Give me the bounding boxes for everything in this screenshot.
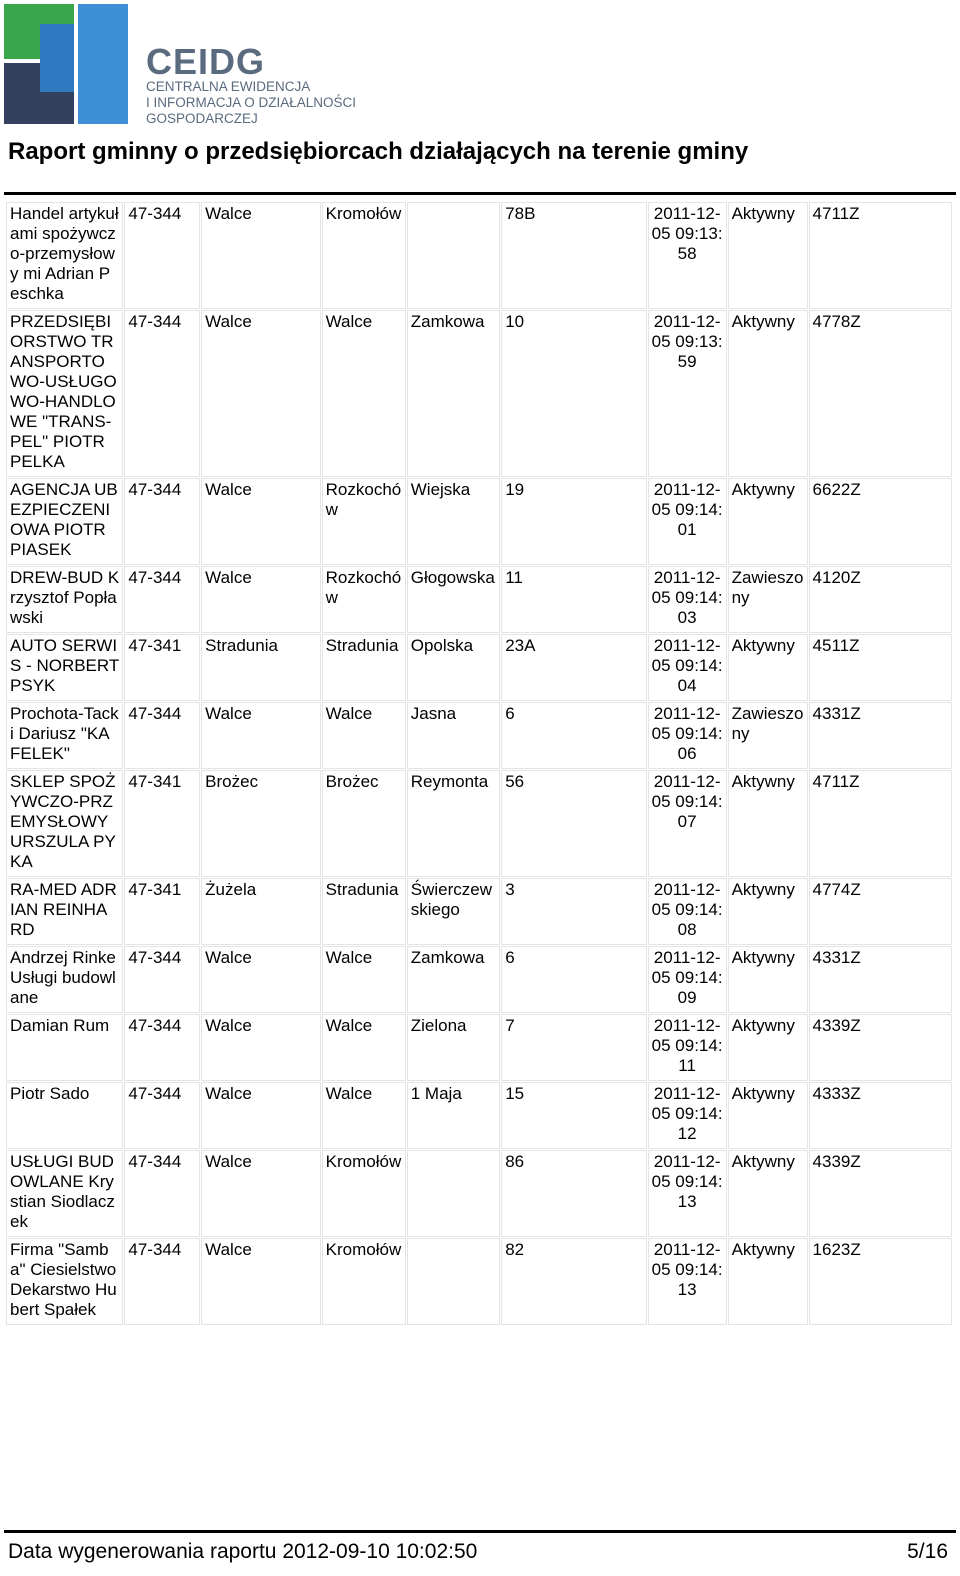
cell-pkd: 4711Z bbox=[810, 203, 951, 308]
title-divider bbox=[4, 192, 956, 195]
cell-street: Opolska bbox=[408, 635, 499, 700]
cell-street bbox=[408, 203, 499, 308]
cell-pkd: 4331Z bbox=[810, 947, 951, 1012]
cell-commune: Walce bbox=[202, 479, 319, 564]
cell-town: Kromołów bbox=[323, 1151, 405, 1236]
cell-commune: Walce bbox=[202, 1083, 319, 1148]
cell-pkd: 4778Z bbox=[810, 311, 951, 476]
cell-status: Aktywny bbox=[729, 311, 807, 476]
cell-status: Aktywny bbox=[729, 947, 807, 1012]
table-row bbox=[7, 311, 951, 476]
cell-name: PRZEDSIĘBIORSTWO TRANSPORTOWO-USŁUGOWO-HANDLOWE "TRANS-PEL" PIOTR PELKA bbox=[7, 311, 122, 476]
cell-postal-code: 47-344 bbox=[125, 947, 199, 1012]
cell-commune: Walce bbox=[202, 1239, 319, 1324]
cell-status: Aktywny bbox=[729, 1239, 807, 1324]
cell-postal-code: 47-344 bbox=[125, 1083, 199, 1148]
cell-date: 2011-12-05 09:14:08 bbox=[649, 879, 726, 944]
cell-pkd: 6622Z bbox=[810, 479, 951, 564]
logo-brand-text: CEIDG bbox=[146, 41, 266, 82]
cell-town: Rozkochów bbox=[323, 567, 405, 632]
cell-street: Świerczewskiego bbox=[408, 879, 499, 944]
table-row bbox=[7, 879, 951, 944]
report-title: Raport gminny o przedsiębiorcach działających na terenie gminy bbox=[8, 138, 749, 165]
cell-date: 2011-12-05 09:14:07 bbox=[649, 771, 726, 876]
table-row bbox=[7, 1015, 951, 1080]
cell-street bbox=[408, 1239, 499, 1324]
cell-street: 1 Maja bbox=[408, 1083, 499, 1148]
cell-commune: Walce bbox=[202, 567, 319, 632]
cell-postal-code: 47-344 bbox=[125, 1015, 199, 1080]
cell-number: 23A bbox=[502, 635, 645, 700]
cell-name: Andrzej Rinke Usługi budowlane bbox=[7, 947, 122, 1012]
cell-town: Walce bbox=[323, 703, 405, 768]
ceidg-logo-mark-icon bbox=[4, 4, 128, 124]
cell-pkd: 4774Z bbox=[810, 879, 951, 944]
cell-name: Firma "Samba" Ciesielstwo Dekarstwo Hubert Spałek bbox=[7, 1239, 122, 1324]
cell-town: Walce bbox=[323, 311, 405, 476]
cell-postal-code: 47-344 bbox=[125, 567, 199, 632]
cell-name: AGENCJA UBEZPIECZENIOWA PIOTR PIASEK bbox=[7, 479, 122, 564]
cell-status: Aktywny bbox=[729, 1083, 807, 1148]
cell-street: Wiejska bbox=[408, 479, 499, 564]
cell-date: 2011-12-05 09:14:09 bbox=[649, 947, 726, 1012]
cell-number: 11 bbox=[502, 567, 645, 632]
cell-date: 2011-12-05 09:14:12 bbox=[649, 1083, 726, 1148]
table-row bbox=[7, 567, 951, 632]
table-body bbox=[7, 203, 951, 1324]
table-row bbox=[7, 947, 951, 1012]
cell-status: Aktywny bbox=[729, 203, 807, 308]
cell-postal-code: 47-344 bbox=[125, 203, 199, 308]
cell-commune: Stradunia bbox=[202, 635, 319, 700]
cell-postal-code: 47-341 bbox=[125, 879, 199, 944]
cell-name: AUTO SERWIS - NORBERT PSYK bbox=[7, 635, 122, 700]
cell-number: 56 bbox=[502, 771, 645, 876]
cell-status: Aktywny bbox=[729, 1151, 807, 1236]
cell-town: Walce bbox=[323, 1015, 405, 1080]
cell-date: 2011-12-05 09:13:59 bbox=[649, 311, 726, 476]
cell-town: Walce bbox=[323, 1083, 405, 1148]
cell-pkd: 4331Z bbox=[810, 703, 951, 768]
cell-number: 86 bbox=[502, 1151, 645, 1236]
cell-postal-code: 47-341 bbox=[125, 771, 199, 876]
cell-postal-code: 47-344 bbox=[125, 1239, 199, 1324]
table-row bbox=[7, 703, 951, 768]
cell-commune: Walce bbox=[202, 1015, 319, 1080]
cell-number: 10 bbox=[502, 311, 645, 476]
cell-date: 2011-12-05 09:14:13 bbox=[649, 1151, 726, 1236]
cell-number: 7 bbox=[502, 1015, 645, 1080]
cell-name: RA-MED ADRIAN REINHARD bbox=[7, 879, 122, 944]
cell-number: 82 bbox=[502, 1239, 645, 1324]
cell-postal-code: 47-344 bbox=[125, 1151, 199, 1236]
cell-status: Aktywny bbox=[729, 879, 807, 944]
cell-number: 19 bbox=[502, 479, 645, 564]
cell-number: 6 bbox=[502, 947, 645, 1012]
cell-commune: Brożec bbox=[202, 771, 319, 876]
cell-town: Stradunia bbox=[323, 635, 405, 700]
cell-pkd: 4339Z bbox=[810, 1015, 951, 1080]
cell-number: 78B bbox=[502, 203, 645, 308]
table-row bbox=[7, 1239, 951, 1324]
cell-street: Reymonta bbox=[408, 771, 499, 876]
cell-name: Damian Rum bbox=[7, 1015, 122, 1080]
cell-name: SKLEP SPOŻYWCZO-PRZEMYSŁOWY URSZULA PYKA bbox=[7, 771, 122, 876]
cell-pkd: 4333Z bbox=[810, 1083, 951, 1148]
cell-date: 2011-12-05 09:14:11 bbox=[649, 1015, 726, 1080]
logo-line-2: I INFORMACJA O DZIAŁALNOŚCI bbox=[146, 95, 357, 110]
cell-status: Zawieszony bbox=[729, 703, 807, 768]
ceidg-logo bbox=[4, 4, 384, 124]
cell-number: 6 bbox=[502, 703, 645, 768]
cell-commune: Walce bbox=[202, 1151, 319, 1236]
table-row bbox=[7, 203, 951, 308]
table-row bbox=[7, 1151, 951, 1236]
cell-commune: Walce bbox=[202, 311, 319, 476]
logo-line-1: CENTRALNA EWIDENCJA bbox=[146, 79, 311, 94]
cell-postal-code: 47-344 bbox=[125, 703, 199, 768]
cell-status: Aktywny bbox=[729, 635, 807, 700]
cell-status: Zawieszony bbox=[729, 567, 807, 632]
cell-pkd: 4711Z bbox=[810, 771, 951, 876]
cell-town: Rozkochów bbox=[323, 479, 405, 564]
cell-pkd: 4120Z bbox=[810, 567, 951, 632]
cell-street: Zamkowa bbox=[408, 311, 499, 476]
cell-commune: Walce bbox=[202, 703, 319, 768]
cell-status: Aktywny bbox=[729, 479, 807, 564]
cell-street: Zielona bbox=[408, 1015, 499, 1080]
cell-town: Kromołów bbox=[323, 203, 405, 308]
cell-postal-code: 47-344 bbox=[125, 311, 199, 476]
business-table bbox=[4, 200, 954, 1327]
cell-status: Aktywny bbox=[729, 1015, 807, 1080]
cell-commune: Żużela bbox=[202, 879, 319, 944]
cell-name: Piotr Sado bbox=[7, 1083, 122, 1148]
cell-commune: Walce bbox=[202, 203, 319, 308]
table-row bbox=[7, 771, 951, 876]
table-row bbox=[7, 479, 951, 564]
cell-town: Stradunia bbox=[323, 879, 405, 944]
cell-town: Kromołów bbox=[323, 1239, 405, 1324]
cell-number: 15 bbox=[502, 1083, 645, 1148]
table-row bbox=[7, 635, 951, 700]
logo-line-3: GOSPODARCZEJ bbox=[146, 111, 258, 126]
cell-pkd: 4511Z bbox=[810, 635, 951, 700]
cell-date: 2011-12-05 09:14:03 bbox=[649, 567, 726, 632]
cell-name: Handel artykułami spożywczo-przemysłowy mi Adrian Peschka bbox=[7, 203, 122, 308]
cell-name: DREW-BUD Krzysztof Popławski bbox=[7, 567, 122, 632]
cell-street: Głogowska bbox=[408, 567, 499, 632]
cell-pkd: 4339Z bbox=[810, 1151, 951, 1236]
cell-street: Zamkowa bbox=[408, 947, 499, 1012]
cell-pkd: 1623Z bbox=[810, 1239, 951, 1324]
generation-date: Data wygenerowania raportu 2012-09-10 10:02:50 bbox=[8, 1540, 478, 1563]
cell-date: 2011-12-05 09:14:01 bbox=[649, 479, 726, 564]
cell-street bbox=[408, 1151, 499, 1236]
cell-postal-code: 47-344 bbox=[125, 479, 199, 564]
cell-date: 2011-12-05 09:14:06 bbox=[649, 703, 726, 768]
cell-date: 2011-12-05 09:14:13 bbox=[649, 1239, 726, 1324]
cell-status: Aktywny bbox=[729, 771, 807, 876]
table-row bbox=[7, 1083, 951, 1148]
cell-town: Walce bbox=[323, 947, 405, 1012]
cell-date: 2011-12-05 09:13:58 bbox=[649, 203, 726, 308]
page-number: 5/16 bbox=[907, 1540, 948, 1563]
cell-number: 3 bbox=[502, 879, 645, 944]
cell-street: Jasna bbox=[408, 703, 499, 768]
cell-town: Brożec bbox=[323, 771, 405, 876]
cell-postal-code: 47-341 bbox=[125, 635, 199, 700]
cell-date: 2011-12-05 09:14:04 bbox=[649, 635, 726, 700]
cell-name: Prochota-Tacki Dariusz "KAFELEK" bbox=[7, 703, 122, 768]
cell-commune: Walce bbox=[202, 947, 319, 1012]
footer-divider bbox=[4, 1530, 956, 1533]
cell-name: USŁUGI BUDOWLANE Krystian Siodlaczek bbox=[7, 1151, 122, 1236]
